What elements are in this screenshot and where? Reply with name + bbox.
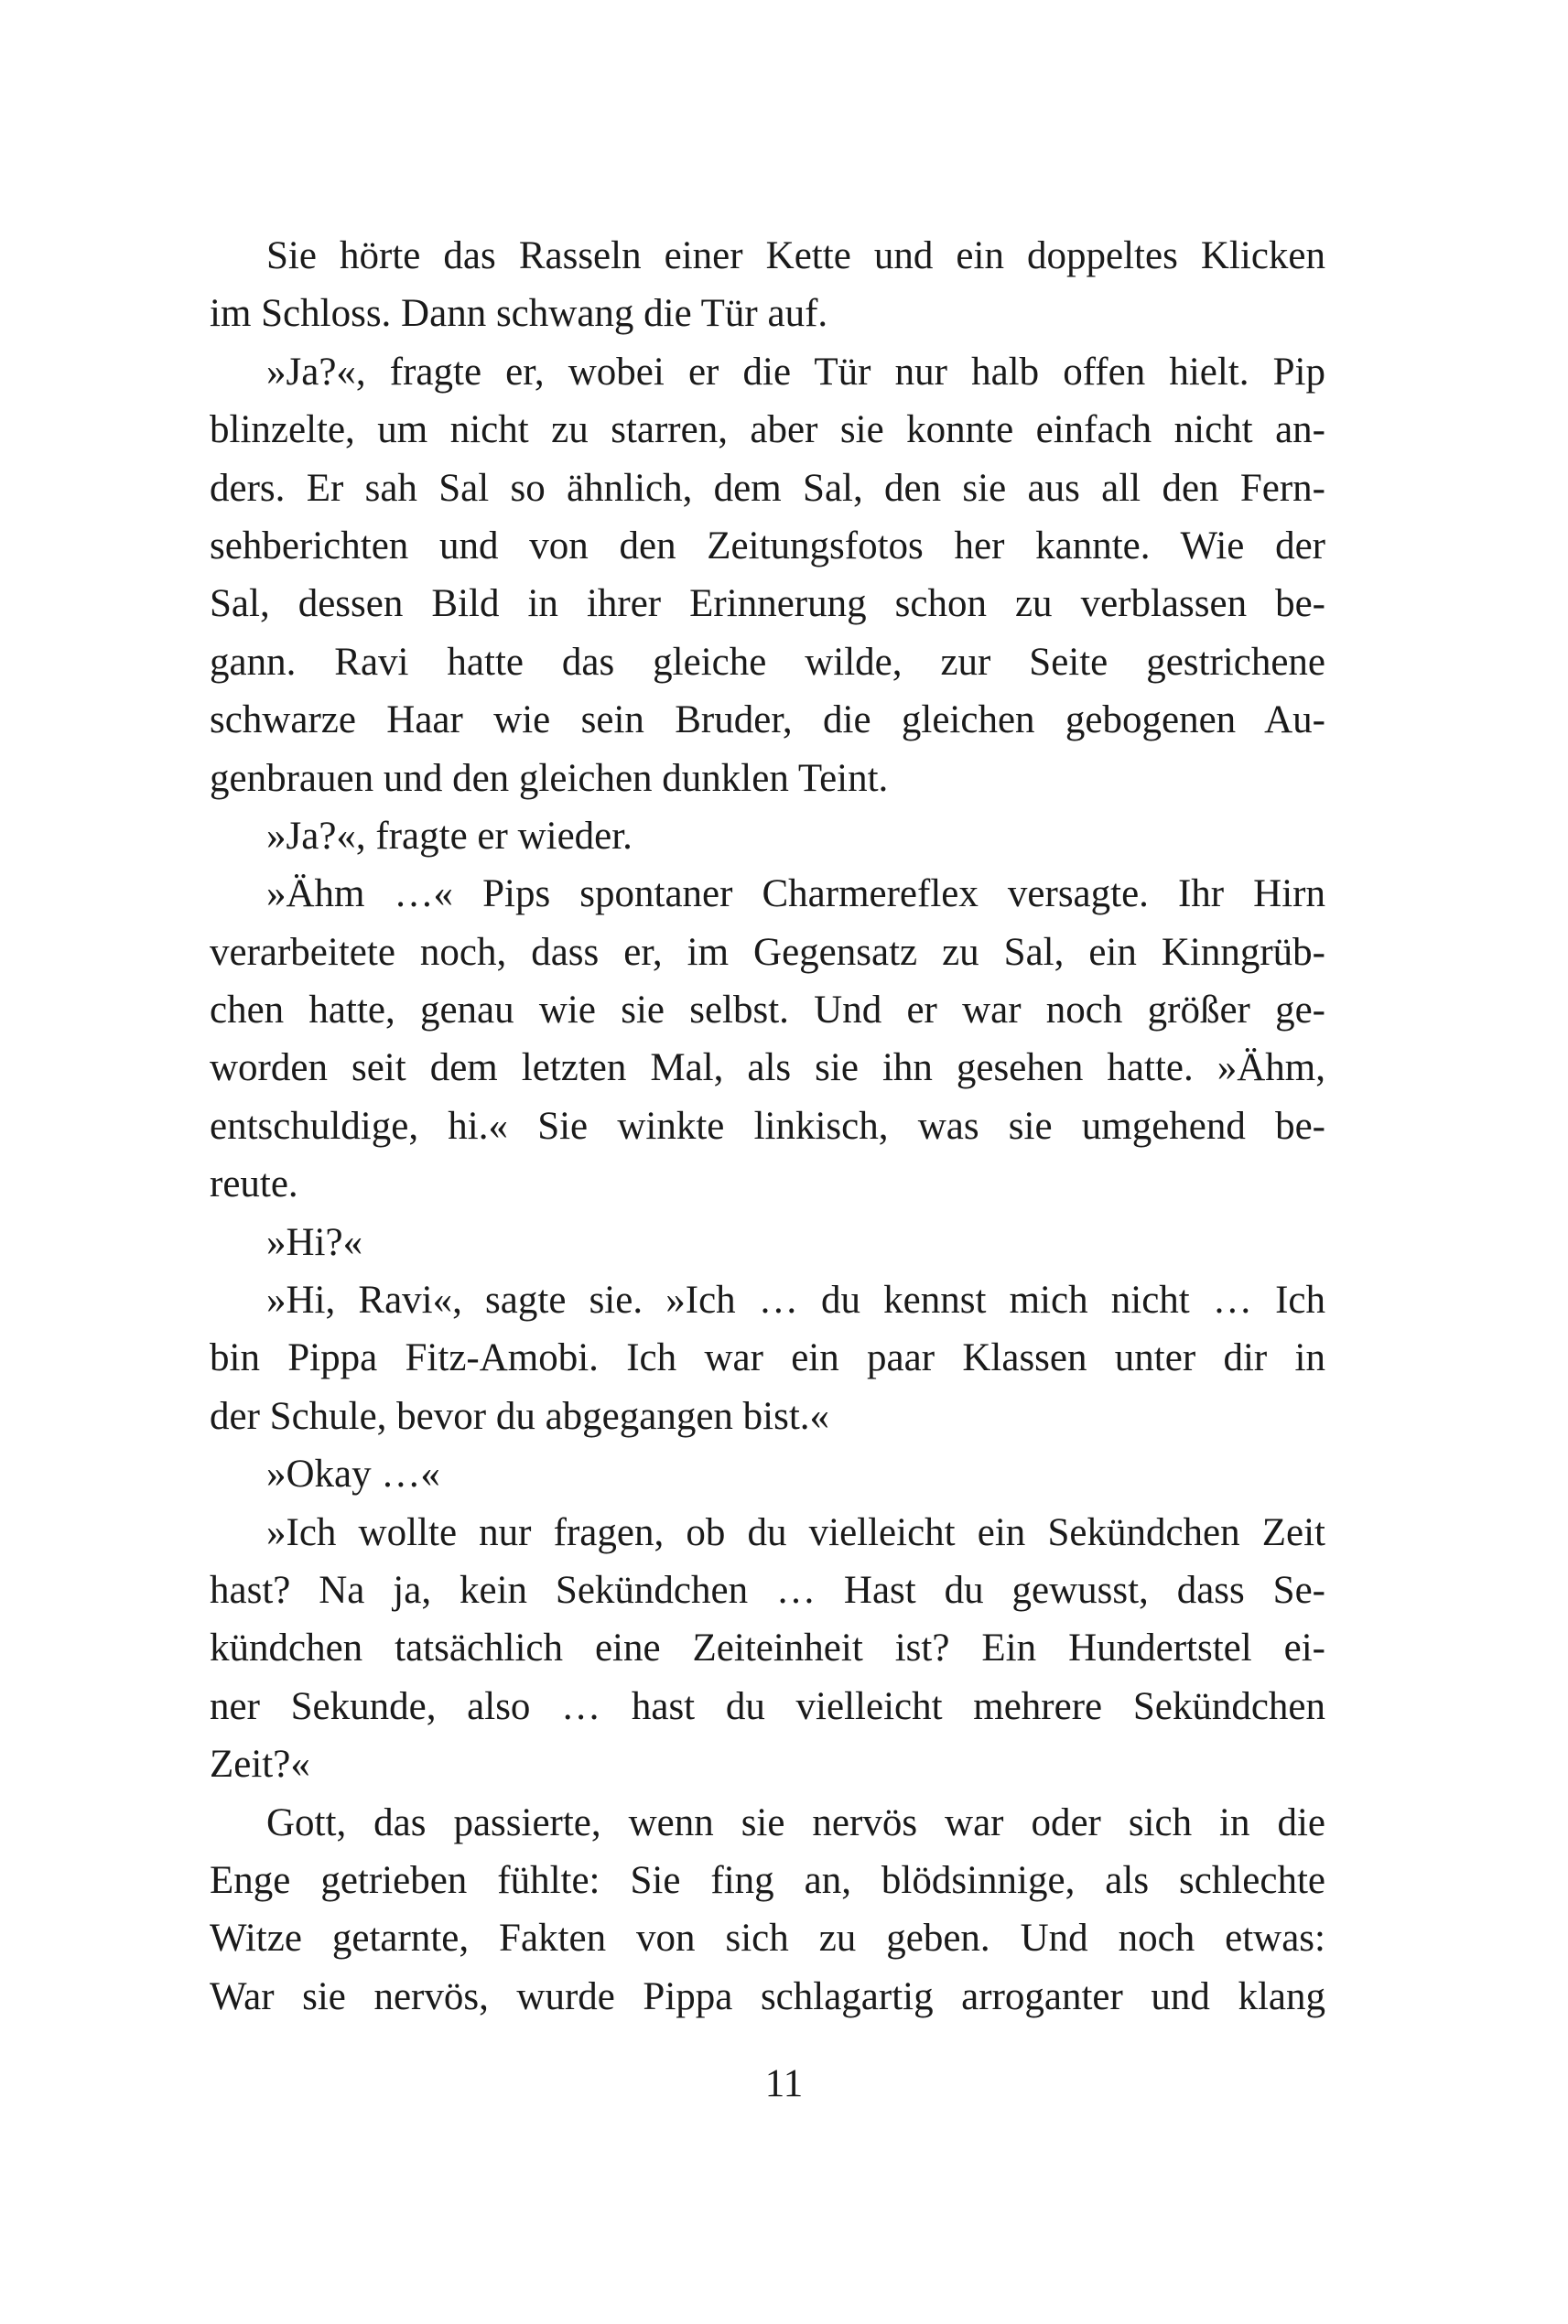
text-line: Sie hörte das Rasseln einer Kette und ein doppeltes Klicken <box>266 234 1325 277</box>
text-line: Enge getrieben fühlte: Sie fing an, blödsinnige, als schlechte <box>210 1858 1325 1902</box>
text-line: »Okay …« <box>266 1453 440 1497</box>
paragraph <box>210 1445 1325 1503</box>
paragraph <box>210 227 1325 343</box>
text-line: kündchen tatsächlich eine Zeiteinheit ist? Ein Hundertstel ei- <box>210 1627 1325 1670</box>
text-line: gann. Ravi hatte das gleiche wilde, zur Seite gestrichene <box>210 640 1325 684</box>
text-line: »Ich wollte nur fragen, ob du vielleicht ein Sekündchen Zeit <box>266 1510 1325 1554</box>
paragraph <box>210 1214 1325 1271</box>
page-number: 11 <box>764 2062 804 2105</box>
text-line: chen hatte, genau wie sie selbst. Und er war noch größer ge- <box>210 989 1325 1032</box>
text-line: »Hi, Ravi«, sagte sie. »Ich … du kennst mich nicht … Ich <box>266 1279 1325 1323</box>
text-line: Sal, dessen Bild in ihrer Erinnerung schon zu verblassen be- <box>210 582 1325 626</box>
text-line: schwarze Haar wie sein Bruder, die gleichen gebogenen Au- <box>210 698 1325 742</box>
text-line: sehberichten und von den Zeitungsfotos her kannte. Wie der <box>210 524 1325 567</box>
text-line: ner Sekunde, also … hast du vielleicht mehrere Sekündchen <box>210 1684 1325 1728</box>
text-line: der Schule, bevor du abgegangen bist.« <box>210 1394 830 1438</box>
text-line: »Hi?« <box>266 1220 363 1264</box>
book-page-text <box>210 227 1325 2026</box>
paragraph <box>210 1271 1325 1445</box>
text-line: im Schloss. Dann schwang die Tür auf. <box>210 292 828 336</box>
paragraph <box>210 1794 1325 2027</box>
text-line: bin Pippa Fitz-Amobi. Ich war ein paar Klassen unter dir in <box>210 1336 1325 1380</box>
text-line: hast? Na ja, kein Sekündchen … Hast du gewusst, dass Se- <box>210 1568 1325 1612</box>
text-line: Gott, das passierte, wenn sie nervös war oder sich in die <box>266 1800 1325 1844</box>
text-line: ders. Er sah Sal so ähnlich, dem Sal, den sie aus all den Fern- <box>210 466 1325 510</box>
text-line: Zeit?« <box>210 1743 310 1787</box>
text-line: genbrauen und den gleichen dunklen Teint. <box>210 756 889 800</box>
paragraph <box>210 1504 1325 1794</box>
text-line: worden seit dem letzten Mal, als sie ihn gesehen hatte. »Ähm, <box>210 1046 1325 1090</box>
text-line: Witze getarnte, Fakten von sich zu geben. Und noch etwas: <box>210 1917 1325 1961</box>
text-line: entschuldige, hi.« Sie winkte linkisch, was sie umgehend be- <box>210 1104 1325 1148</box>
paragraph <box>210 343 1325 807</box>
text-line: verarbeitete noch, dass er, im Gegensatz zu Sal, ein Kinngrüb- <box>210 930 1325 974</box>
text-line: »Ja?«, fragte er wieder. <box>266 814 633 858</box>
text-line: blinzelte, um nicht zu starren, aber sie konnte einfach nicht an- <box>210 408 1325 452</box>
text-line: War sie nervös, wurde Pippa schlagartig arroganter und klang <box>210 1974 1325 2018</box>
text-line: reute. <box>210 1162 298 1206</box>
paragraph <box>210 865 1325 1213</box>
paragraph <box>210 807 1325 865</box>
text-line: »Ähm …« Pips spontaner Charmereflex versagte. Ihr Hirn <box>266 872 1325 916</box>
text-line: »Ja?«, fragte er, wobei er die Tür nur halb offen hielt. Pip <box>266 350 1325 394</box>
